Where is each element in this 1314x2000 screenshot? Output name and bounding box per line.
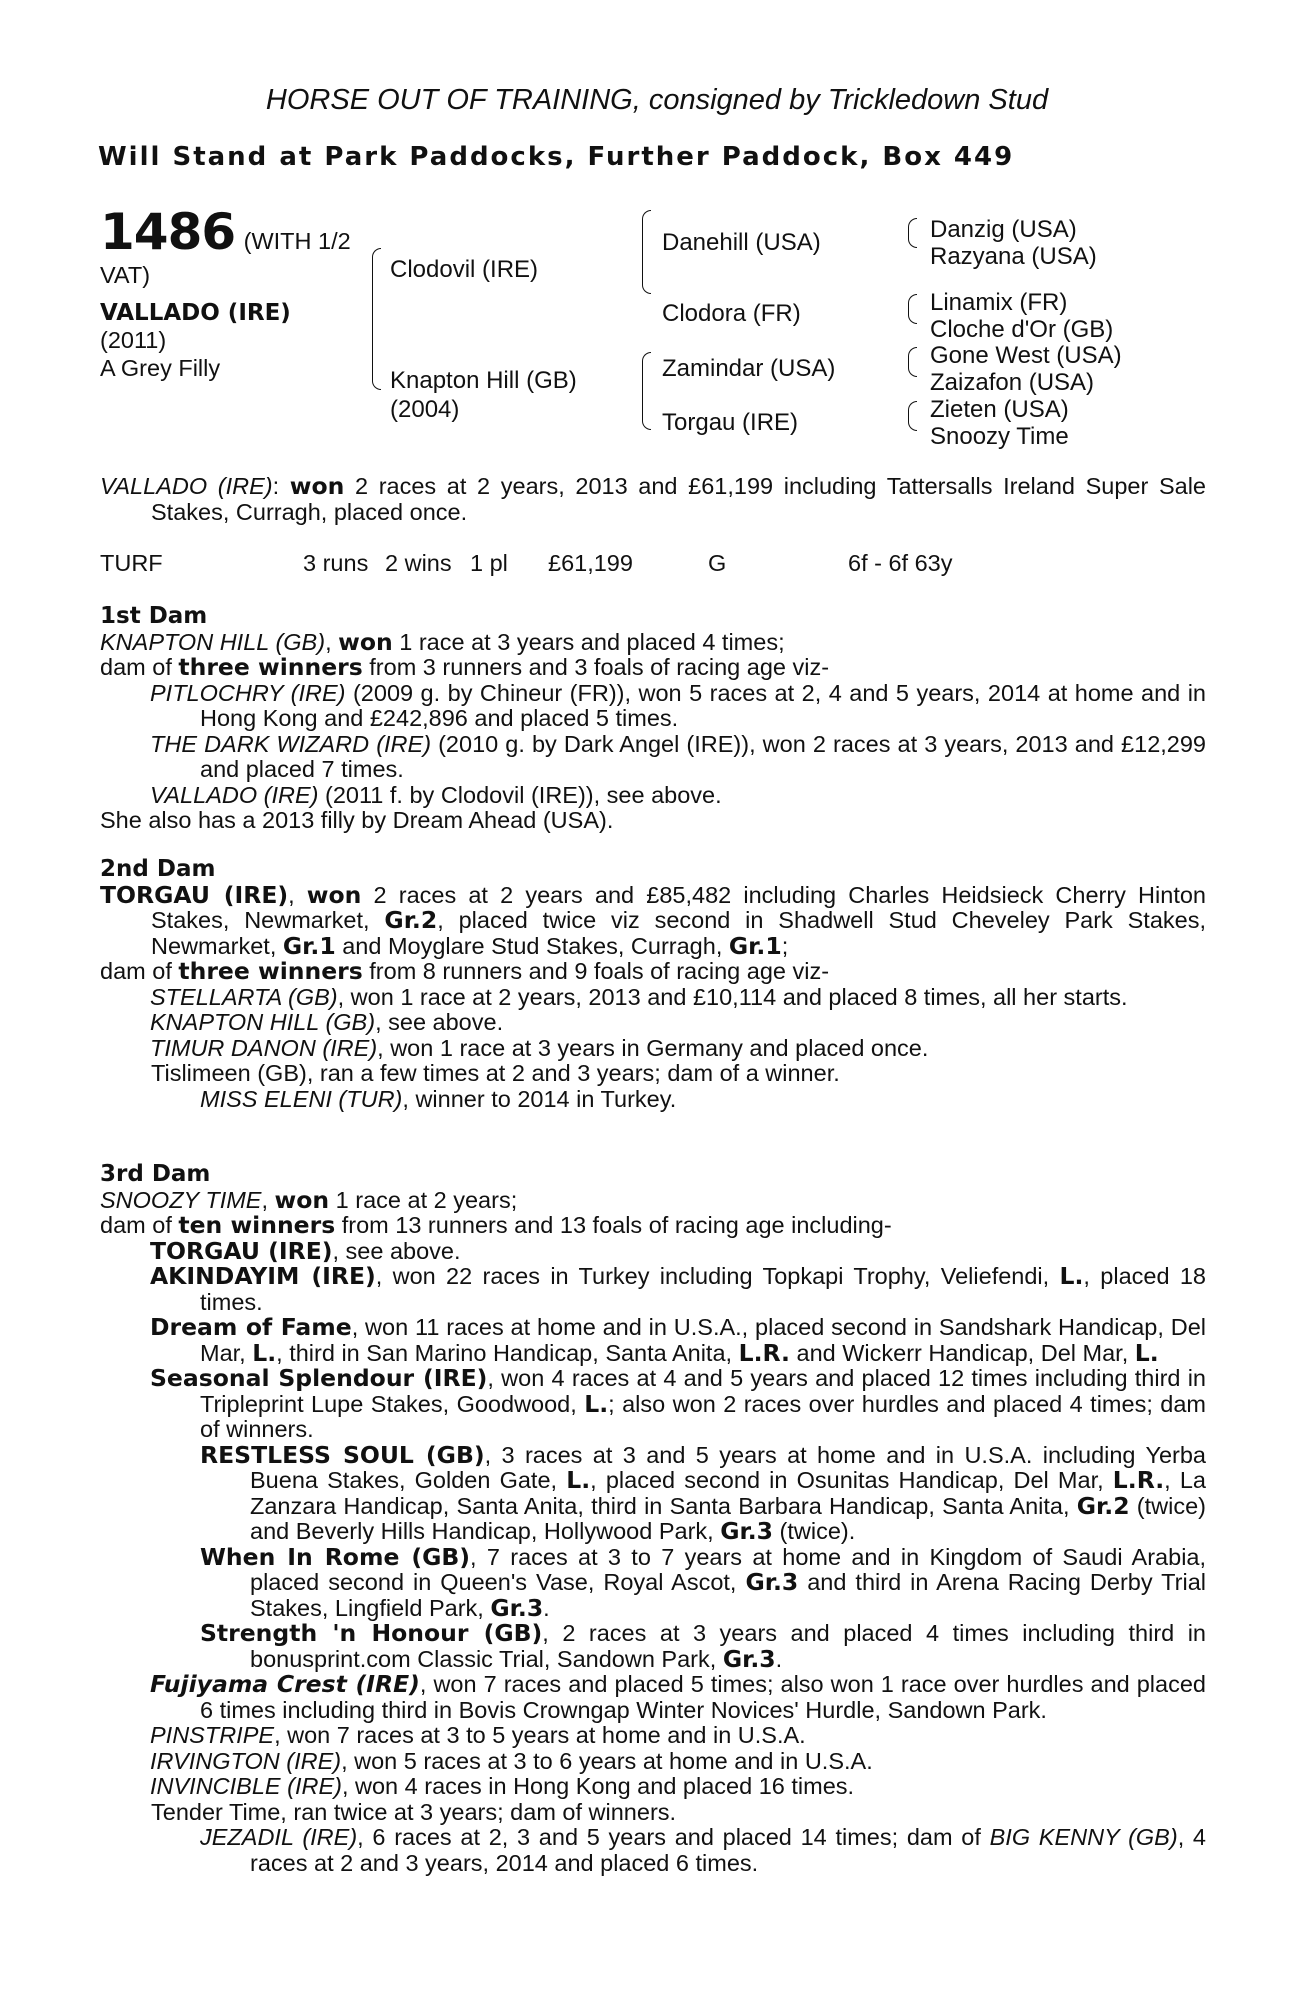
- dam-name: KNAPTON HILL (GB): [100, 628, 326, 655]
- pedigree-bracket: [642, 210, 651, 294]
- produce-record: .: [775, 1645, 783, 1672]
- second-dam-heading: 2nd Dam: [100, 856, 216, 882]
- produce-entry: [100, 985, 1206, 1011]
- produce-name: TIMUR DANON (IRE): [150, 1034, 378, 1061]
- produce-entry: [100, 1621, 1206, 1672]
- horse-year: (2011): [100, 327, 167, 353]
- record-distance: 6f - 6f 63y: [848, 550, 953, 576]
- produce-name: Fujiyama Crest (IRE): [150, 1670, 420, 1698]
- dam-produce-summary: from 13 runners and 13 foals of racing age including-: [335, 1212, 892, 1238]
- lot-number: 1486: [100, 203, 236, 261]
- produce-record: , won 1 race at 2 years, 2013 and £10,114 and placed 8 times, all her starts.: [337, 983, 1128, 1010]
- produce-record: , 3 races at 3 and 5 years at home and in U.S.A. including Yerba Buena Stakes, Golden Gate,: [250, 1441, 1206, 1493]
- pedigree-gen3-1: Danzig (USA): [930, 216, 1077, 243]
- produce-record: , see above.: [332, 1237, 461, 1264]
- produce-record: , placed second in Osunitas Handicap, Del Mar,: [590, 1467, 1113, 1493]
- produce-name: TORGAU (IRE): [150, 1236, 333, 1265]
- produce-record: , won 4 races at 4 and 5 years and placed 12 times including third in Tripleprint Lupe Stakes, Goodwood,: [200, 1365, 1206, 1417]
- record-earnings: £61,199: [548, 550, 633, 576]
- produce-name: Strength 'n Honour (GB): [200, 1619, 543, 1647]
- won-label: won: [338, 627, 393, 656]
- produce-entry: [100, 1010, 1206, 1036]
- produce-entry: [100, 1036, 1206, 1062]
- produce-entry: [100, 1087, 1206, 1113]
- dam-record: , placed twice viz second in Shadwell Stud Cheveley Park Stakes, Newmarket,: [151, 907, 1206, 959]
- produce-record: , won 7 races and placed 5 times; also won 1 race over hurdles and placed 6 times including third in Bovis Crowngap Winter Novices' Hurdle, Sandown Park.: [200, 1671, 1206, 1723]
- produce-entry: [100, 1236, 1206, 1265]
- grade-label: Gr.3: [722, 1644, 776, 1673]
- dam-name: TORGAU (IRE): [100, 880, 289, 909]
- third-dam-heading: 3rd Dam: [100, 1161, 211, 1187]
- grade-label: Gr.3: [720, 1517, 774, 1545]
- produce-entry: [100, 1264, 1206, 1315]
- pedigree-gen3-2: Razyana (USA): [930, 243, 1097, 270]
- horse-name: VALLADO (IRE): [100, 300, 291, 326]
- produce-entry: [100, 732, 1206, 783]
- produce-note: She also has a 2013 filly by Dream Ahead (USA).: [100, 807, 614, 833]
- page-header-title: HORSE OUT OF TRAINING, consigned by Trickledown Stud: [265, 84, 1049, 116]
- grade-label: L.: [1134, 1338, 1159, 1367]
- dam-record: 2 races at 2 years and £85,482 including Charles Heidsieck Cherry Hinton Stakes, Newmarket,: [151, 881, 1206, 933]
- pedigree-sire: Clodovil (IRE): [390, 256, 539, 283]
- dam-produce-summary: from 3 runners and 3 foals of racing age viz-: [362, 654, 830, 680]
- produce-name: Dream of Fame: [150, 1313, 352, 1341]
- pedigree-bracket: [642, 352, 651, 430]
- produce-entry: [100, 1440, 1207, 1545]
- pedigree-sire-dam: Clodora (FR): [662, 300, 801, 327]
- pedigree-bracket: [372, 248, 381, 390]
- produce-entry: [100, 1825, 1206, 1876]
- dam-produce-summary: from 8 runners and 9 foals of racing age viz-: [362, 958, 830, 984]
- winners-count: ten winners: [178, 1211, 336, 1239]
- produce-name: STELLARTA (GB): [150, 983, 338, 1010]
- pedigree-gen3-6: Zaizafon (USA): [930, 369, 1095, 396]
- produce-name: IRVINGTON (IRE): [150, 1747, 342, 1774]
- record-surface: TURF: [100, 550, 163, 576]
- dam-record: ;: [781, 932, 789, 959]
- pedigree-dam-sire: Zamindar (USA): [662, 355, 836, 382]
- produce-entry: [100, 681, 1206, 732]
- produce-record: (2011 f. by Clodovil (IRE)), see above.: [318, 781, 722, 808]
- pedigree-dam-year: (2004): [390, 396, 460, 423]
- produce-entry: Tislimeen (GB), ran a few times at 2 and 3 years; dam of a winner.: [151, 1060, 840, 1086]
- produce-entry: [100, 1723, 1206, 1749]
- dam-record: 1 race at 2 years;: [329, 1186, 518, 1213]
- won-label: won: [306, 880, 362, 909]
- produce-name: INVINCIBLE (IRE): [150, 1773, 342, 1799]
- produce-name: PINSTRIPE: [150, 1722, 275, 1748]
- produce-record: , 7 races at 3 to 7 years at home and in Kingdom of Saudi Arabia, placed second in Queen's Vase, Royal Ascot,: [250, 1543, 1207, 1595]
- dam-of-label: dam of: [100, 654, 179, 680]
- pedigree-bracket: [908, 294, 917, 324]
- produce-name: BIG KENNY (GB): [989, 1824, 1178, 1850]
- first-dam-section: 1st Dam KNAPTON HILL (GB), won 1 race at 3 years and placed 4 times; dam of three winners from 3 runners and 3 foals of racing age viz- PITLOCHRY (IRE) (2009 g. by Chineur (FR)), won 5 races at 2, 4 and 5 years, 2014 at home and in Hong Kong and £242,896 and placed 5 times. THE DARK WIZARD (IRE) (2010 g. by Dark Angel (IRE)), won 2 races at 3 years, 2013 and £12,299 and placed 7 times. VALLADO (IRE) (2011 f. by Clodovil (IRE)), see above. She also has a 2013 filly by Dream Ahead (USA).: [100, 603, 1206, 833]
- produce-name: PITLOCHRY (IRE): [150, 679, 346, 706]
- produce-record: , 2 races at 3 years and placed 4 times including third in bonusprint.com Classic Trial, Sandown Park,: [250, 1620, 1207, 1672]
- pedigree-dam-dam: Torgau (IRE): [662, 409, 799, 436]
- summary-won: won: [289, 472, 345, 500]
- produce-name: Seasonal Splendour (IRE): [150, 1364, 488, 1392]
- produce-record: (twice) and Beverly Hills Handicap, Hollywood Park,: [250, 1492, 1206, 1544]
- pedigree-bracket: [908, 218, 917, 248]
- produce-entry: [100, 1749, 1206, 1775]
- record-placed: 1 pl: [470, 550, 508, 576]
- dam-of-label: dam of: [100, 1212, 179, 1238]
- first-dam-heading: 1st Dam: [100, 603, 208, 629]
- pedigree-gen3-8: Snoozy Time: [930, 423, 1069, 450]
- pedigree-sire-sire: Danehill (USA): [662, 229, 821, 256]
- horse-description: A Grey Filly: [100, 355, 221, 381]
- produce-name: VALLADO (IRE): [150, 781, 319, 808]
- grade-label: Gr.3: [490, 1593, 544, 1622]
- third-dam-section: 3rd Dam SNOOZY TIME, won 1 race at 2 years; dam of ten winners from 13 runners and 13 foals of racing age including- TORGAU (IRE), see above. AKINDAYIM (IRE), won 22 races in Turkey including Topkapi Trophy, Veliefendi, L., placed 18 times. Dream of Fame, won 11 races at home and in U.S.A., placed second in Sandshark Handicap, Del Mar, L., third in San Marino Handicap, Santa Anita, L.R. and Wickerr Handicap, Del Mar, L. Seasonal Splendour (IRE), won 4 races at 4 and 5 years and placed 12 times including third in Tripleprint Lupe Stakes, Goodwood, L.; also won 2 races over hurdles and placed 4 times; dam of winners. RESTLESS SOUL (GB), 3 races at 3 and 5 years at home and in U.S.A. including Yerba Buena Stakes, Golden Gate, L., placed second in Osunitas Handicap, Del Mar, L.R., La Zanzara Handicap, Santa Anita, third in Santa Barbara Handicap, Santa Anita, Gr.2 (twice) and Beverly Hills Handicap, Hollywood Park, Gr.3 (twice). When In Rome (GB), 7 races at 3 to 7 years at home and in Kingdom of Saudi Arabia, placed second in Queen's Vase, Royal Ascot, Gr.3 and third in Arena Racing Derby Trial Stakes, Lingfield Park, Gr.3. Strength 'n Honour (GB), 2 races at 3 years and placed 4 times including third in bonusprint.com Classic Trial, Sandown Park, Gr.3. Fujiyama Crest (IRE), won 7 races and placed 5 times; also won 1 race over hurdles and placed 6 times including third in Bovis Crowngap Winter Novices' Hurdle, Sandown Park. PINSTRIPE, won 7 races at 3 to 5 years at home and in U.S.A. IRVINGTON (IRE), won 5 races at 3 to 6 years at home and in U.S.A. INVINCIBLE (IRE), won 4 races in Hong Kong and placed 16 times. Tender Time, ran twice at 3 years; dam of winners. JEZADIL (IRE), 6 races at 2, 3 and 5 years and placed 14 times; dam of BIG KENNY (GB), 4 races at 2 and 3 years, 2014 and placed 6 times.: [100, 1161, 1207, 1876]
- produce-entry: [100, 1774, 1206, 1800]
- produce-record: , won 4 races in Hong Kong and placed 16 times.: [341, 1773, 855, 1799]
- produce-record: , placed 18 times.: [200, 1263, 1206, 1315]
- grade-label: L.R.: [1112, 1466, 1165, 1494]
- produce-record: , won 5 races at 3 to 6 years at home and in U.S.A.: [341, 1747, 873, 1774]
- pedigree-bracket: [908, 401, 917, 431]
- record-going: G: [708, 550, 727, 576]
- winners-count: three winners: [178, 957, 363, 985]
- produce-record: and third in Arena Racing Derby Trial Stakes, Lingfield Park,: [250, 1569, 1206, 1621]
- summary-text: 2 races at 2 years, 2013 and £61,199 including Tattersalls Ireland Super Sale Stakes, Curragh, placed once.: [151, 473, 1206, 525]
- produce-record: .: [543, 1594, 550, 1621]
- dam-name: SNOOZY TIME: [100, 1186, 262, 1213]
- grade-label: Gr.3: [745, 1568, 799, 1596]
- pedigree-dam: Knapton Hill (GB): [390, 367, 577, 394]
- record-runs: 3 runs: [303, 550, 369, 576]
- vat-note-cont: VAT): [100, 262, 151, 288]
- stand-location: Will Stand at Park Paddocks, Further Paddock, Box 449: [98, 142, 1015, 172]
- produce-name: When In Rome (GB): [200, 1542, 471, 1571]
- winners-count: three winners: [178, 653, 363, 681]
- produce-entry: [100, 1672, 1206, 1723]
- produce-record: (2009 g. by Chineur (FR)), won 5 races at 2, 4 and 5 years, 2014 at home and in Hong Kong and £242,896 and placed 5 times.: [200, 679, 1206, 731]
- grade-label: L.: [1059, 1262, 1084, 1290]
- pedigree-gen3-4: Cloche d'Or (GB): [930, 316, 1114, 343]
- produce-name: JEZADIL (IRE): [200, 1824, 358, 1850]
- produce-record: , 6 races at 2, 3 and 5 years and placed 14 times; dam of: [357, 1824, 990, 1850]
- produce-record: , won 7 races at 3 to 5 years at home and in U.S.A.: [274, 1722, 806, 1748]
- produce-record: , won 11 races at home and in U.S.A., placed second in Sandshark Handicap, Del Mar,: [200, 1314, 1206, 1366]
- grade-label: Gr.1: [282, 931, 336, 960]
- produce-name: KNAPTON HILL (GB): [150, 1009, 376, 1035]
- produce-entry: [100, 783, 1206, 809]
- grade-label: L.: [584, 1389, 609, 1418]
- grade-label: L.: [566, 1466, 591, 1494]
- produce-record: , winner to 2014 in Turkey.: [402, 1085, 677, 1112]
- produce-record: (twice).: [773, 1518, 856, 1544]
- produce-record: and Wickerr Handicap, Del Mar,: [789, 1339, 1135, 1366]
- produce-record: (2010 g. by Dark Angel (IRE)), won 2 races at 3 years, 2013 and £12,299 and placed 7 times.: [200, 730, 1206, 782]
- pedigree-gen3-7: Zieten (USA): [930, 396, 1069, 423]
- produce-entry: Tender Time, ran twice at 3 years; dam of winners.: [151, 1798, 677, 1825]
- produce-record: ; also won 2 races over hurdles and placed 4 times; dam of winners.: [200, 1390, 1206, 1442]
- produce-record: , third in San Marino Handicap, Santa Anita,: [276, 1339, 739, 1366]
- produce-record: , see above.: [375, 1009, 504, 1035]
- grade-label: Gr.1: [728, 931, 782, 960]
- produce-record: , La Zanzara Handicap, Santa Anita, third in Santa Barbara Handicap, Santa Anita,: [250, 1467, 1207, 1519]
- produce-entry: [100, 1542, 1207, 1622]
- pedigree-bracket: [908, 347, 917, 377]
- record-wins: 2 wins: [385, 550, 452, 576]
- vat-note: (WITH 1/2: [243, 228, 351, 254]
- won-label: won: [274, 1185, 330, 1214]
- produce-name: RESTLESS SOUL (GB): [200, 1440, 485, 1469]
- produce-name: MISS ELENI (TUR): [200, 1085, 403, 1112]
- grade-label: L.R.: [738, 1338, 790, 1367]
- produce-entry: [100, 1366, 1206, 1443]
- summary-name: VALLADO (IRE): [100, 473, 273, 499]
- dam-record: 1 race at 3 years and placed 4 times;: [392, 628, 785, 655]
- produce-name: AKINDAYIM (IRE): [150, 1262, 376, 1290]
- produce-record: , 4 races at 2 and 3 years, 2014 and placed 6 times.: [250, 1824, 1207, 1876]
- pedigree-gen3-3: Linamix (FR): [930, 289, 1068, 316]
- produce-record: , won 1 race at 3 years in Germany and placed once.: [377, 1034, 929, 1061]
- dam-record: and Moyglare Stud Stakes, Curragh,: [335, 932, 729, 959]
- produce-name: THE DARK WIZARD (IRE): [150, 730, 432, 757]
- lot-heading: [100, 203, 351, 261]
- produce-record: , won 22 races in Turkey including Topkapi Trophy, Veliefendi,: [375, 1263, 1060, 1289]
- pedigree-gen3-5: Gone West (USA): [930, 342, 1122, 369]
- dam-of-label: dam of: [100, 958, 179, 984]
- grade-label: Gr.2: [1076, 1491, 1130, 1520]
- grade-label: Gr.2: [384, 906, 438, 934]
- second-dam-section: 2nd Dam TORGAU (IRE), won 2 races at 2 years and £85,482 including Charles Heidsieck Cherry Hinton Stakes, Newmarket, Gr.2, placed twice viz second in Shadwell Stud Cheveley Park Stakes, Newmarket, Gr.1 and Moyglare Stud Stakes, Curragh, Gr.1; dam of three winners from 8 runners and 9 foals of racing age viz- STELLARTA (GB), won 1 race at 2 years, 2013 and £10,114 and placed 8 times, all her starts. KNAPTON HILL (GB), see above. TIMUR DANON (IRE), won 1 race at 3 years in Germany and placed once. Tislimeen (GB), ran a few times at 2 and 3 years; dam of a winner. MISS ELENI (TUR), winner to 2014 in Turkey.: [100, 856, 1206, 1112]
- produce-entry: [100, 1315, 1206, 1366]
- race-summary: VALLADO (IRE): won 2 races at 2 years, 2013 and £61,199 including Tattersalls Ireland Super Sale Stakes, Curragh, placed once.: [100, 472, 1206, 525]
- grade-label: L.: [252, 1338, 277, 1367]
